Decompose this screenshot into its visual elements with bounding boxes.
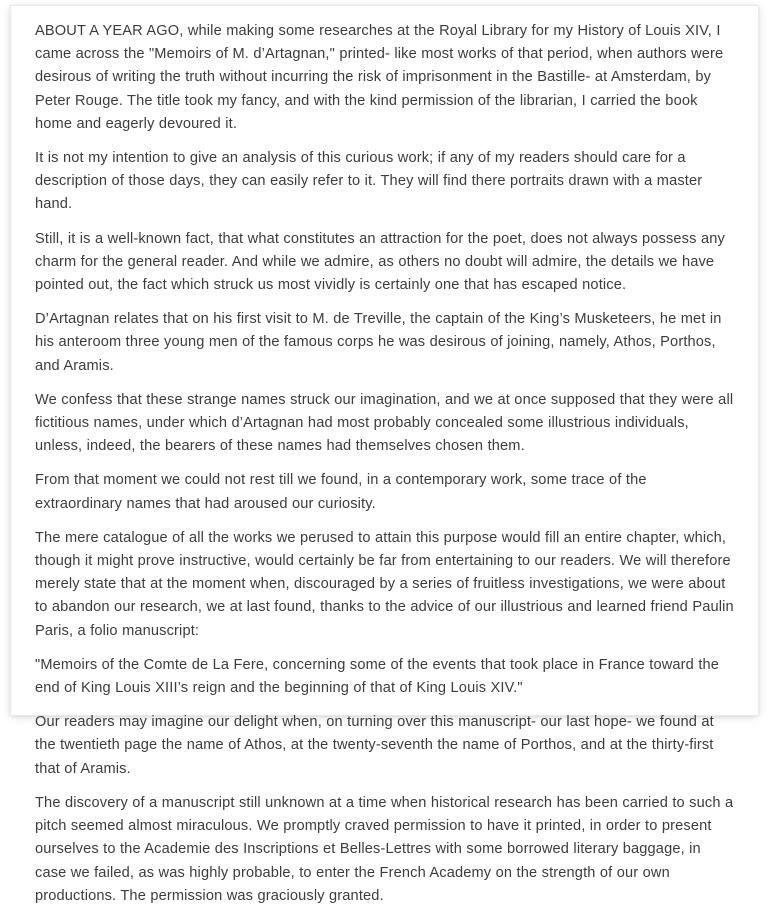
- paragraph: Still, it is a well-known fact, that what constitutes an attraction for the poet, does not always possess any charm for the general reader. And while we admire, as others no doubt will admire, the details we have pointed out, the fact which struck us most vividly is certainly one that has escaped notice.: [35, 230, 725, 294]
- paragraph: "Memoirs of the Comte de La Fere, concerning some of the events that took place in France toward the end of King Louis XIII’s reign and the beginning of that of King Louis XIV.": [35, 656, 720, 697]
- paragraph: Our readers may imagine our delight when, on turning over this manuscript- our last hope- we found at the twentieth page the name of Athos, at the twenty-seventh the name of Porthos, and at the thirty-first that of Aramis.: [35, 714, 714, 777]
- paragraph: D’Artagnan relates that on his first visit to M. de Treville, the captain of the King’s Musketeers, he met in his anteroom three young men of the famous corps he was desirous of joining, namely, Athos, Porthos, and Aramis.: [35, 311, 722, 374]
- paragraph: It is not my intention to give an analysis of this curious work; if any of my readers should care for a description of those days, they can easily refer to it. They will find there portraits drawn with a master hand.: [35, 150, 703, 213]
- paragraph: The mere catalogue of all the works we perused to attain this purpose would fill an entire chapter, which, though it might prove instructive, would certainly be far from entertaining to our readers. We will therefore merely state that at the moment when, discouraged by a series of fruitless investigations, we were about to abandon our research, we at last found, thanks to the advice of our illustrious and learned friend Paulin Paris, a folio manuscript:: [35, 529, 734, 639]
- paragraph: From that moment we could not rest till we found, in a contemporary work, some trace of the extraordinary names that had aroused our curiosity.: [35, 472, 647, 512]
- paragraph: We confess that these strange names struck our imagination, and we at once supposed that they were all fictitious names, under which d’Artagnan had most probably concealed some illustrious individuals, unless, indeed, the bearers of these names had themselves chosen them.: [35, 391, 734, 455]
- document-card: [13, 8, 757, 904]
- paragraph: ABOUT A YEAR AGO, while making some researches at the Royal Library for my History of Louis XIV, I came across the "Memoirs of M. d’Artagnan," printed- like most works of that period, when authors were desirous of writing the truth without incurring the risk of imprisonment in the Bastille- at Amsterdam, by Peter Rouge. The title took my fancy, and with the kind permission of the librarian, I carried the book home and eagerly devoured it.: [35, 23, 724, 132]
- document-text-body: [35, 20, 735, 908]
- paragraph: The discovery of a manuscript still unknown at a time when historical research has been carried to such a pitch seemed almost miraculous. We promptly craved permission to have it printed, in order to present ourselves to the Academie des Inscriptions et Belles-Lettres with some borrowed literary baggage, in case we failed, as was highly probable, to enter the French Academy on the strength of our own productions. The permission was graciously granted.: [35, 794, 734, 904]
